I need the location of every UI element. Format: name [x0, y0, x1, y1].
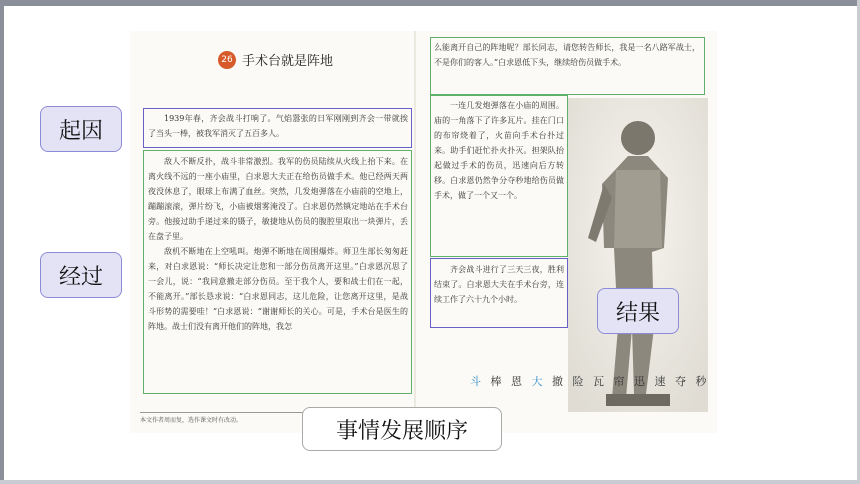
vocab-char: 棒: [490, 375, 505, 388]
label-process: 经过: [40, 252, 122, 298]
vocab-char: 瓦: [593, 375, 607, 388]
label-cause: 起因: [40, 106, 122, 152]
vocab-char: 夺: [675, 375, 689, 388]
vocab-char: 秒: [695, 375, 710, 388]
process-paragraph-4: [434, 98, 564, 254]
vocabulary-row: [470, 373, 710, 389]
process-paragraph-continued: [434, 40, 700, 70]
vocab-char: 帘: [613, 375, 628, 388]
process-text-1: 敌人不断反扑，战斗非常激烈。我军的伤员陆续从火线上抬下来。在离火线不远的一座小庙里，白求恩大夫正在给伤员做手术。他已经两天两夜没休息了，眼球上布满了血丝。突然，几发炮弹落在小庙前的空地上，蹦蹦滚滚，弹片纷飞，小庙被烟雾淹没了。白求恩仍然镇定地站在手术台旁。他接过助手递过来的镊子，敏捷地从伤员的腹腔里取出一块弹片，丢在盘子里。: [148, 157, 408, 241]
window-top-border: [0, 0, 860, 6]
cause-paragraph: [148, 111, 408, 141]
result-text: 齐会战斗进行了三天三夜，胜利结束了。白求恩大夫在手术台旁，连续工作了六十九个小时。: [434, 265, 564, 304]
window-left-border: [0, 0, 4, 484]
vocab-char: 大: [531, 375, 546, 388]
footnote: 本文作者周而复，选作课文时有改动。: [140, 412, 340, 424]
vocab-char: 斗: [470, 375, 484, 388]
vocab-char: 险: [572, 375, 587, 388]
lesson-title: [218, 50, 333, 69]
cause-text: 1939年春，齐会战斗打响了。气焰嚣张的日军刚刚到齐会一带就挨了当头一棒，被我军消灭了五百多人。: [148, 114, 408, 138]
bethune-statue-illustration: [568, 98, 708, 412]
vocab-char: 速: [654, 375, 669, 388]
result-paragraph: [434, 262, 564, 307]
lesson-title-text: 手术台就是阵地: [242, 54, 334, 69]
label-sequence: 事情发展顺序: [302, 407, 502, 451]
label-result: 结果: [597, 288, 679, 334]
vocab-char: 恩: [511, 375, 525, 388]
process-paragraphs-left: [148, 154, 408, 390]
window-bottom-border: [0, 480, 860, 484]
lesson-number-badge: 26: [218, 51, 236, 69]
vocab-char: 迅: [634, 375, 648, 388]
process-text-4: 一连几发炮弹落在小庙的周围。庙的一角落下了许多瓦片。挂在门口的布帘烧着了，火苗向手术台扑过来。助手们赶忙扑火扑灭。担架队抬起做过手术的伤员，迅速向后方转移。白求恩仍然争分夺秒地给伤员做手术，做了一个又一个。: [434, 101, 564, 200]
vocab-char: 撤: [552, 375, 566, 388]
process-text-2: 敌机不断地在上空吼叫。炮弹不断地在周围爆炸。师卫生部长匆匆赶来，对白求恩说：“师长决定让您和一部分伤员离开这里。”白求恩沉思了一会儿，说：“我同意撤走部分伤员。至于我个人，要和战士们在一起，不能离开。”部长恳求说：“白求恩同志，这儿危险，让您离开这里，是战斗形势的需要哇！”白求恩说：“谢谢师长的关心。可是，手术台是医生的阵地。战士们没有离开他们的阵地，我怎: [148, 247, 408, 331]
process-text-3: 么能离开自己的阵地呢？部长同志，请您转告师长，我是一名八路军战士，不是你们的客人。”白求恩低下头，继续给伤员做手术。: [434, 43, 700, 67]
page-fold: [414, 31, 416, 433]
